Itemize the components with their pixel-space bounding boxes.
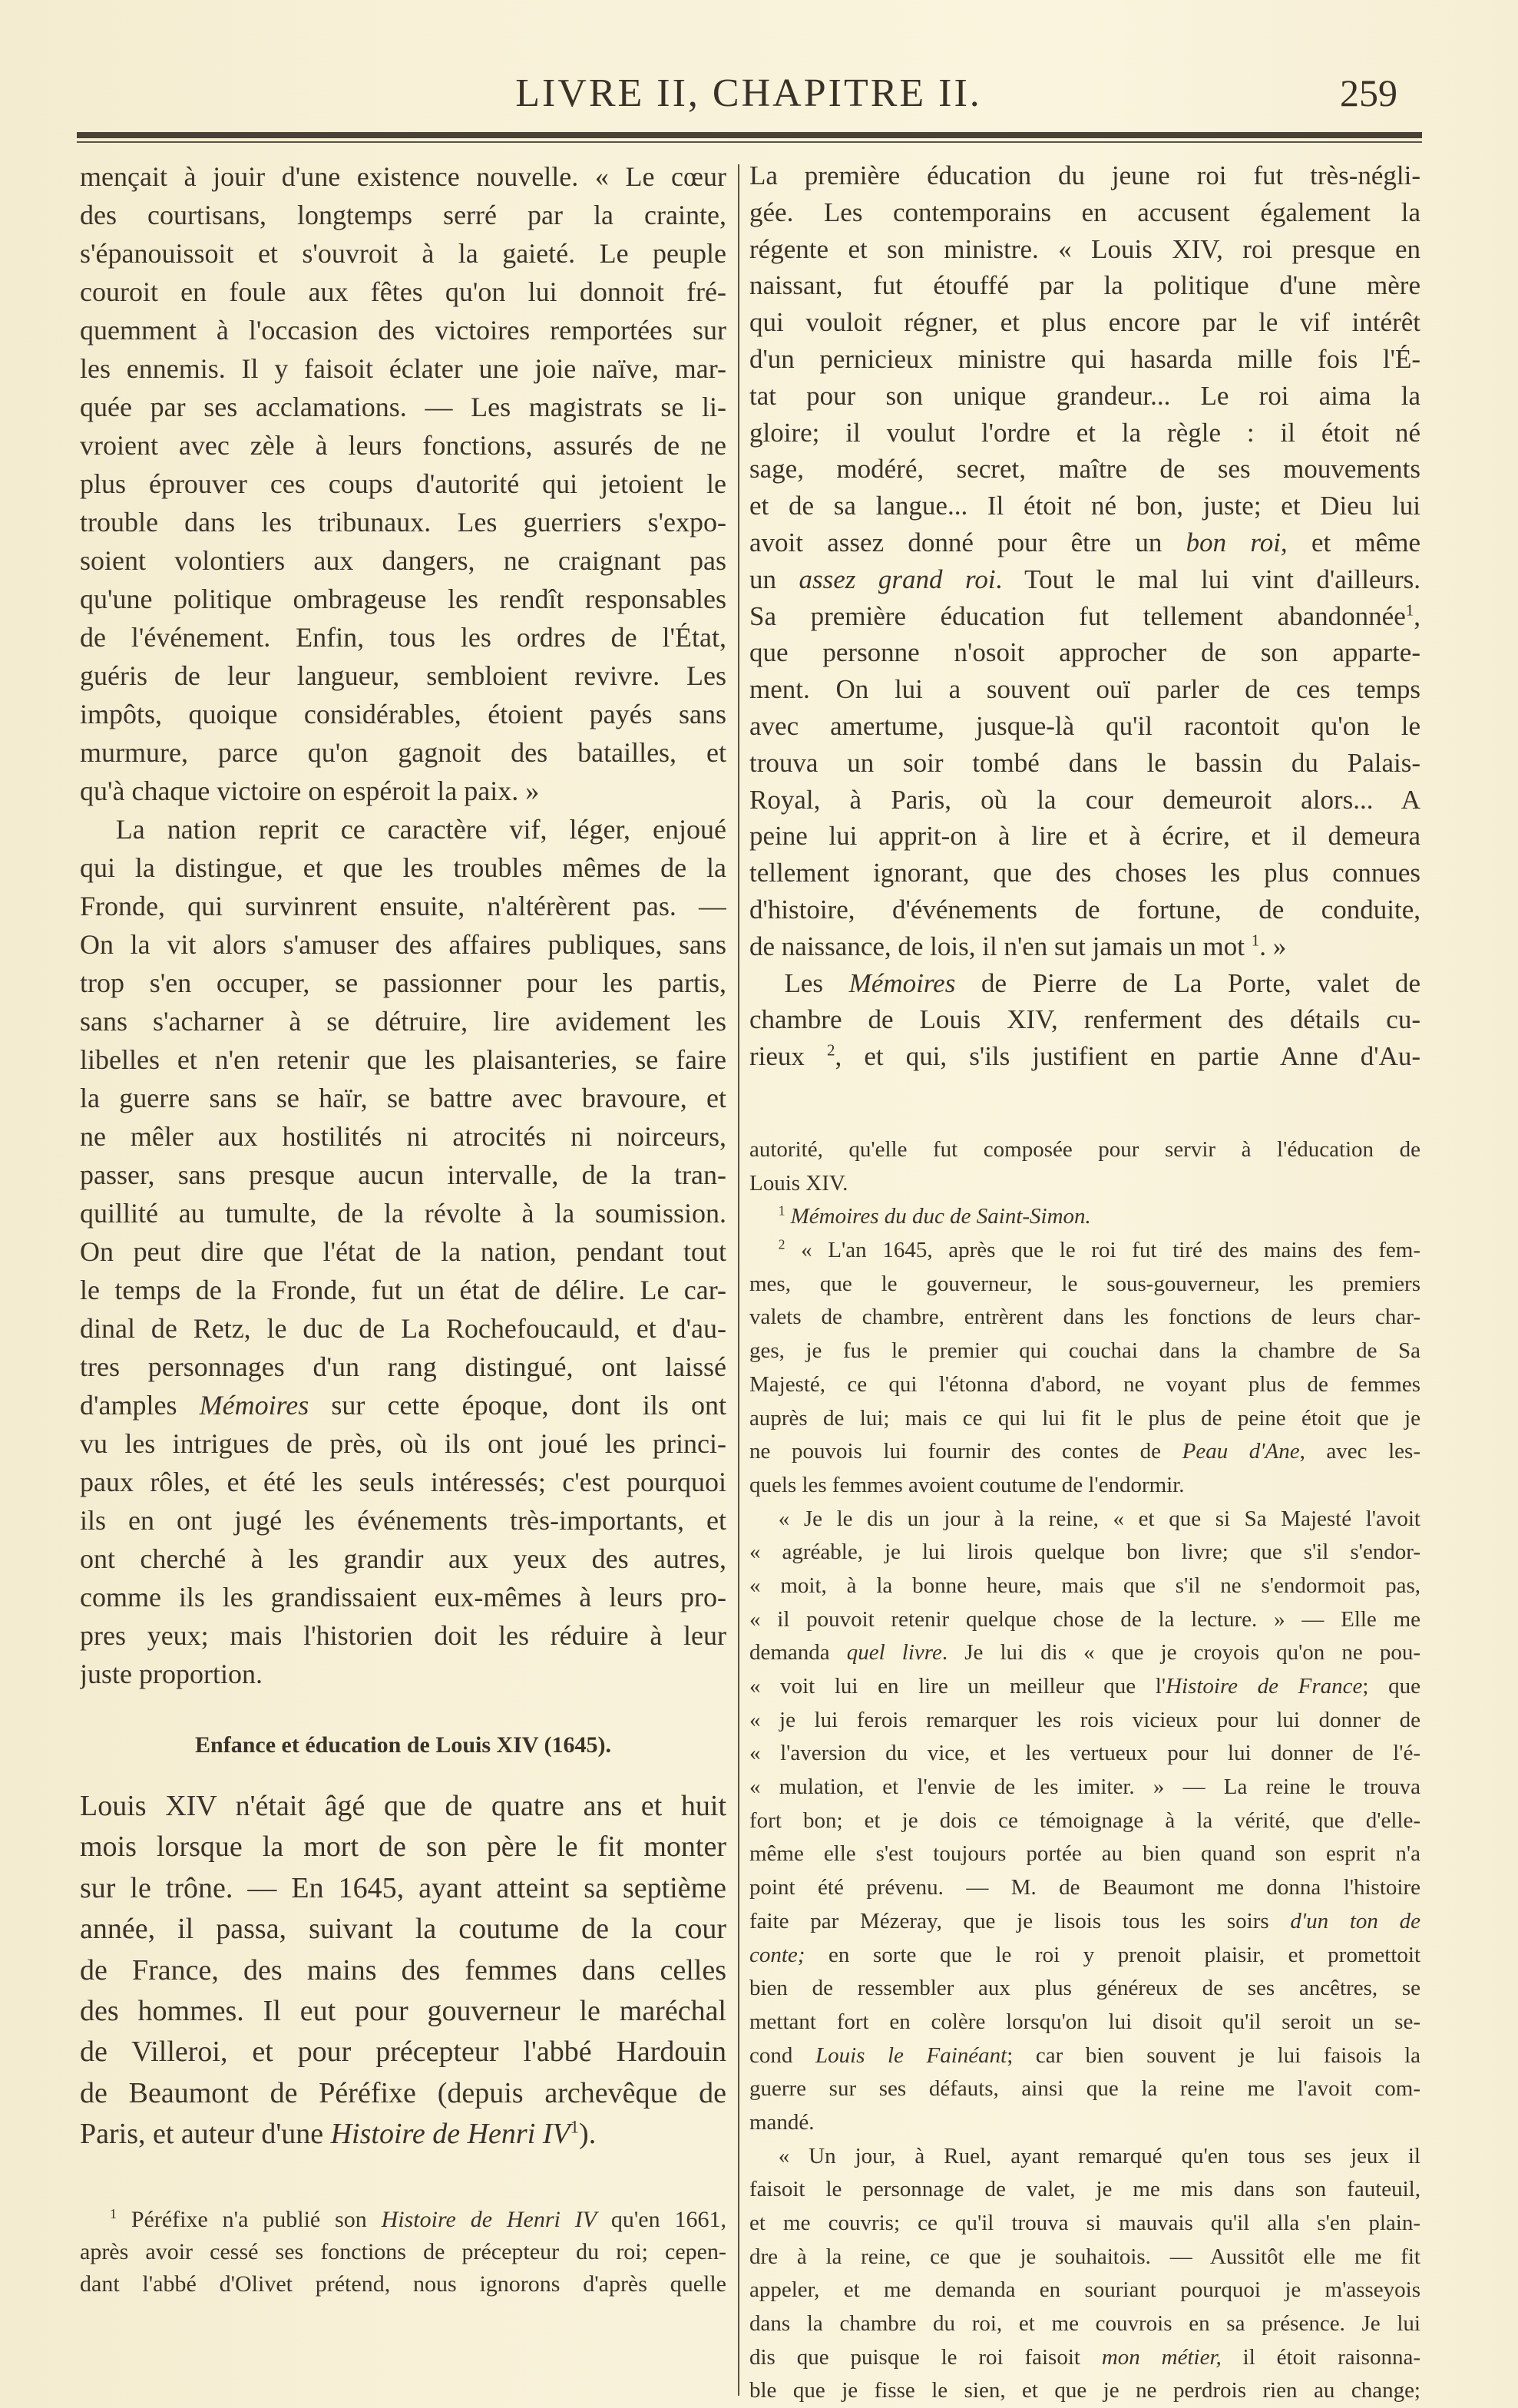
italic-text: d'un ton de [1290, 1908, 1420, 1933]
text-run: de naissance, de lois, il n'en sut jamais un mot [749, 931, 1252, 961]
text-line [749, 2039, 1420, 2073]
text-line: mençait à jouir d'une existence nouvelle. « Le cœur [80, 161, 726, 192]
text-line: régente et son ministre. « Louis XIV, roi presque en [749, 233, 1420, 264]
text-line: plus éprouver ces coups d'autorité qui jetoient le [80, 468, 726, 499]
text-line: La nation reprit ce caractère vif, léger, enjoué [115, 814, 726, 845]
text-line [80, 1386, 726, 1424]
text-line: tellement ignorant, que des choses les plus connues [749, 858, 1420, 888]
text-line: Royal, à Paris, où la cour demeuroit alors... A [749, 784, 1420, 815]
left-footnotes [80, 2204, 726, 2300]
text-run: . Tout le mal lui vint d'ailleurs. [995, 564, 1420, 594]
text-line: qui la distingue, et que les troubles mêmes de la [80, 852, 726, 883]
text-run: Péréfixe n'a publié son [117, 2207, 382, 2232]
text-line: trouva un soir tombé dans le bassin du Palais- [749, 747, 1420, 778]
text-line: « l'aversion du vice, et les vertueux pour lui donner de l'é- [749, 1741, 1420, 1766]
text-line [749, 524, 1420, 561]
text-run: Sa première éducation fut tellement abandonnée [749, 600, 1406, 631]
text-line: de Villeroi, et pour précepteur l'abbé Hardouin [80, 2036, 726, 2069]
text-line: les ennemis. Il y faisoit éclater une joie naïve, mar- [80, 353, 726, 384]
text-line: et de sa langue... Il étoit né bon, juste; et Dieu lui [749, 491, 1420, 521]
text-line: « moit, à la bonne heure, mais que s'il ne s'endormoit pas, [749, 1573, 1420, 1598]
italic-text: Louis le Fainéant [815, 2043, 1007, 2068]
text-run: ). [579, 2118, 597, 2151]
text-line: comme ils les grandissaient eux-mêmes à leurs pro- [80, 1582, 726, 1612]
italic-text: Mémoires [199, 1390, 309, 1421]
text-line [80, 2114, 726, 2155]
text-line: « mulation, et l'envie de les imiter. » — La reine le trouva [749, 1775, 1420, 1800]
text-line: sans s'acharner à se détruire, lire avidement les [80, 1006, 726, 1037]
section-text [80, 1786, 726, 2155]
text-line: passer, sans presque aucun intervalle, de la tran- [80, 1159, 726, 1190]
text-line: qu'une politique ombrageuse les rendît responsables [80, 584, 726, 614]
text-line [80, 2204, 726, 2236]
text-line: quemment à l'occasion des victoires remportées sur [80, 315, 726, 346]
text-run: « voit lui en lire un meilleur que l' [749, 1674, 1166, 1698]
text-line: « Je le dis un jour à la reine, « et que si Sa Majesté l'avoit [778, 1506, 1420, 1531]
column-divider [738, 164, 739, 2396]
text-line: trouble dans les tribunaux. Les guerriers s'expo- [80, 507, 726, 538]
page-number: 259 [1340, 71, 1397, 114]
text-line: année, il passa, suivant la coutume de la cour [80, 1913, 726, 1946]
text-line: murmure, parce qu'on gagnoit des batailles, et [80, 737, 726, 768]
text-line: ils en ont jugé les événements très-importants, et [80, 1505, 726, 1536]
text-line: faisoit le personnage de valet, je me mis dans son fauteuil, [749, 2177, 1420, 2202]
section-heading: Enfance et éducation de Louis XIV (1645). [195, 1732, 611, 1758]
text-run: avoit assez donné pour être un [749, 527, 1186, 557]
text-line: « agréable, je lui lirois quelque bon livre; que s'il s'endor- [749, 1540, 1420, 1565]
text-line: point été prévenu. — M. de Beaumont me donna l'histoire [749, 1875, 1420, 1900]
text-line: On peut dire que l'état de la nation, pendant tout [80, 1236, 726, 1267]
text-run: , [1414, 600, 1420, 631]
text-line: Fronde, qui survinrent ensuite, n'altérèrent pas. — [80, 891, 726, 921]
text-run [785, 1204, 790, 1229]
text-line: mes, que le gouverneur, le sous-gouverneur, les premiers [749, 1271, 1420, 1296]
text-line [749, 561, 1420, 598]
text-line: s'épanouissoit et s'ouvroit à la gaieté. Le peuple [80, 238, 726, 269]
text-line [749, 1038, 1420, 1075]
text-line: gée. Les contemporains en accusent également la [749, 197, 1420, 227]
text-line: des hommes. Il eut pour gouverneur le maréchal [80, 1994, 726, 2027]
italic-text: Histoire de France [1166, 1674, 1363, 1698]
italic-text: Mémoires du duc de Saint-Simon. [790, 1204, 1091, 1229]
text-line: Majesté, ce qui l'étonna d'abord, ne voyant plus de femmes [749, 1371, 1420, 1397]
text-line: tat pour son unique grandeur... Le roi aima la [749, 380, 1420, 411]
text-line: qui vouloit régner, et plus encore par le vif intérêt [749, 307, 1420, 338]
footnote-marker: 2 [827, 1040, 835, 1060]
header-rule-thin [77, 141, 1422, 143]
text-line: appeler, et me demanda en souriant pourquoi je m'asseyois [749, 2277, 1420, 2303]
text-line: quels les femmes avoient coutume de l'endormir. [749, 1472, 1185, 1497]
text-line: quée par ses acclamations. — Les magistrats se li- [80, 392, 726, 422]
italic-text: Peau d'Ane [1182, 1439, 1300, 1464]
text-run: , avec les- [1299, 1439, 1420, 1464]
text-line: le temps de la Fronde, fut un état de délire. Le car- [80, 1275, 726, 1305]
text-line [749, 928, 1420, 965]
text-run: « L'an 1645, après que le roi fut tiré des mains des fem- [785, 1238, 1420, 1263]
text-line: d'histoire, d'événements de fortune, de conduite, [749, 894, 1420, 925]
text-run: sur cette époque, dont ils ont [309, 1390, 726, 1421]
text-run: ; que [1362, 1674, 1420, 1698]
left-column-text [80, 157, 726, 1693]
text-line: chambre de Louis XIV, renferment des détails cu- [749, 1004, 1420, 1035]
right-footnotes [749, 1133, 1420, 2408]
text-line: vroient avec zèle à leurs fonctions, assurés de ne [80, 430, 726, 461]
text-run: ; car bien souvent je lui faisois la [1007, 2043, 1420, 2068]
text-run: dis que puisque le roi faisoit [749, 2344, 1102, 2370]
text-line: sur le trône. — En 1645, ayant atteint sa septième [80, 1871, 726, 1904]
text-line: des courtisans, longtemps serré par la crainte, [80, 200, 726, 230]
text-line: guéris de leur langueur, sembloient revivre. Les [80, 660, 726, 691]
text-line: fort bon; et je dois ce témoignage à la vérité, que d'elle- [749, 1808, 1420, 1833]
text-line [749, 1200, 1420, 1234]
text-line: couroit en foule aux fêtes qu'on lui donnoit fré- [80, 276, 726, 307]
text-line: autorité, qu'elle fut composée pour servir à l'éducation de [749, 1137, 1420, 1162]
text-line: mettant fort en colère lorsqu'on lui disoit qu'il seroit un se- [749, 2009, 1420, 2034]
text-run: il étoit raisonna- [1221, 2344, 1420, 2370]
text-line: libelles et n'en retenir que les plaisanteries, se faire [80, 1044, 726, 1075]
text-line [749, 1939, 1420, 1973]
text-line: peine lui apprit-on à lire et à écrire, et il demeura [749, 821, 1420, 852]
text-run: d'amples [80, 1390, 200, 1421]
text-line: qu'à chaque victoire on espéroit la paix. » [80, 776, 540, 806]
text-line: impôts, quoique considérables, étoient payés sans [80, 699, 726, 729]
header-rule [77, 132, 1422, 138]
text-line: gloire; il voulut l'ordre et la règle : il étoit né [749, 417, 1420, 448]
text-run: cond [749, 2043, 815, 2068]
footnote-marker: 1 [1251, 931, 1260, 950]
text-line [749, 1905, 1420, 1939]
text-line: pres yeux; mais l'historien doit les réduire à leur [80, 1620, 726, 1651]
text-line: valets de chambre, entrèrent dans les fonctions de leurs char- [749, 1305, 1420, 1330]
text-line: sage, modéré, secret, maître de ses mouvements [749, 454, 1420, 485]
text-line: « Un jour, à Ruel, ayant remarqué qu'en tous ses jeux il [778, 2143, 1420, 2168]
italic-text: assez grand roi [799, 564, 996, 594]
footnote-marker: 1 [778, 1202, 785, 1219]
text-line [749, 598, 1420, 635]
text-run: faite par Mézeray, que je lisois tous les soirs [749, 1908, 1291, 1933]
text-line: la guerre sans se haïr, se battre avec bravoure, et [80, 1083, 726, 1113]
text-line: de l'événement. Enfin, tous les ordres de l'État, [80, 622, 726, 653]
text-line: dre à la reine, ce que je souhaitois. — Aussitôt elle me fit [749, 2244, 1420, 2269]
italic-text: quel livre [846, 1640, 942, 1665]
text-line [749, 1670, 1420, 1704]
italic-text: bon roi, [1186, 527, 1288, 557]
italic-text: Mémoires [848, 968, 956, 998]
text-line [749, 1234, 1420, 1268]
chapter-title: LIVRE II, CHAPITRE II. [515, 71, 982, 115]
footnote-marker: 1 [110, 2206, 117, 2222]
running-head [77, 71, 1420, 124]
text-line: mandé. [749, 2109, 815, 2135]
text-line: « je lui ferois remarquer les rois vicieux pour lui donner de [749, 1707, 1420, 1732]
text-line: ne mêler aux hostilités ni atrocités ni noirceurs, [80, 1121, 726, 1152]
text-line [749, 1435, 1420, 1469]
text-line: ont cherché à les grandir aux yeux des autres, [80, 1543, 726, 1574]
text-line: juste proportion. [80, 1659, 263, 1689]
text-line: ble que je fisse le sien, et que je ne perdrois rien au change; [749, 2378, 1420, 2403]
text-run: en sorte que le roi y prenoit plaisir, et promettoit [805, 1942, 1420, 1967]
text-line: tres personnages d'un rang distingué, ont laissé [80, 1351, 726, 1382]
text-line: Louis XIV. [749, 1170, 848, 1196]
italic-text: mon métier, [1101, 2344, 1222, 2370]
text-line: même elle s'est toujours portée au bien quand son esprit n'a [749, 1841, 1420, 1867]
text-line: ment. On lui a souvent ouï parler de ces temps [749, 674, 1420, 705]
text-line: que personne n'osoit approcher de son apparte- [749, 637, 1420, 668]
text-line: quillité au tumulte, de la révolte à la soumission. [80, 1198, 726, 1229]
footnote-marker: 1 [570, 2117, 580, 2137]
text-line: paux rôles, et été les seuls intéressés; c'est pourquoi [80, 1467, 726, 1497]
text-line: mois lorsque la mort de son père le fit monter [80, 1831, 726, 1864]
text-run: . Je lui dis « que je croyois qu'on ne pou- [941, 1640, 1420, 1665]
text-run: demanda [749, 1640, 847, 1665]
text-run: Les [784, 968, 849, 998]
footnote-marker: 2 [778, 1236, 785, 1252]
text-line: après avoir cessé ses fonctions de précepteur du roi; cepen- [80, 2239, 726, 2264]
text-line: et me couvris; ce qu'il trouva si mauvais qu'il alla s'en plain- [749, 2211, 1420, 2235]
text-run: Paris, et auteur d'une [80, 2118, 331, 2151]
right-column-text [749, 157, 1420, 1075]
text-line: avec amertume, jusque-là qu'il racontoit qu'on le [749, 710, 1420, 741]
text-line: La première éducation du jeune roi fut très-négli- [749, 160, 1420, 190]
text-run: ne pouvois lui fournir des contes de [749, 1439, 1182, 1464]
text-run: qu'en 1661, [597, 2207, 726, 2232]
italic-text: Histoire de Henri IV [381, 2207, 597, 2232]
text-run: de Pierre de La Porte, valet de [955, 968, 1420, 998]
text-run: un [749, 564, 799, 594]
text-line: guerre sur ses défauts, ainsi que la reine me l'avoit com- [749, 2076, 1420, 2102]
text-line: de Beaumont de Péréfixe (depuis archevêque de [80, 2076, 726, 2109]
text-line [749, 965, 1420, 1002]
text-run: rieux [749, 1041, 828, 1072]
text-line [749, 2341, 1420, 2375]
text-line [749, 1636, 1420, 1670]
text-run: . » [1259, 931, 1287, 961]
text-line: dant l'abbé d'Olivet prétend, nous ignorons d'après quelle [80, 2271, 726, 2297]
text-line: soient volontiers aux dangers, ne craignant pas [80, 545, 726, 576]
text-line: d'un pernicieux ministre qui hasarda mille fois l'É- [749, 343, 1420, 374]
text-line: vu les intrigues de près, où ils ont joué les princi- [80, 1428, 726, 1459]
text-line: dinal de Retz, le duc de La Rochefoucauld, et d'au- [80, 1313, 726, 1344]
text-run: et même [1287, 527, 1420, 557]
text-line: de France, des mains des femmes dans celles [80, 1953, 726, 1986]
text-run: , et qui, s'ils justifient en partie Anne d'Au- [835, 1041, 1420, 1072]
italic-text: Histoire de Henri IV [330, 2118, 570, 2151]
text-line: Louis XIV n'était âgé que de quatre ans et huit [80, 1790, 726, 1822]
italic-text: conte; [749, 1942, 805, 1967]
text-line: « il pouvoit retenir quelque chose de la lecture. » — Elle me [749, 1606, 1420, 1632]
footnote-marker: 1 [1405, 600, 1414, 619]
text-line: bien de ressembler aux plus généreux de ses ancêtres, se [749, 1976, 1420, 2001]
text-line: On la vit alors s'amuser des affaires publiques, sans [80, 929, 726, 960]
text-line: ges, je fus le premier qui couchai dans la chambre de Sa [749, 1338, 1420, 1364]
text-line: naissant, fut étouffé par la politique d'une mère [749, 270, 1420, 301]
text-line: dans la chambre du roi, et me couvrois en sa présence. Je lui [749, 2311, 1420, 2337]
text-line: auprès de lui; mais ce qui lui fit le plus de peine étoit que je [749, 1405, 1420, 1431]
text-line: trop s'en occuper, se passionner pour les partis, [80, 968, 726, 998]
